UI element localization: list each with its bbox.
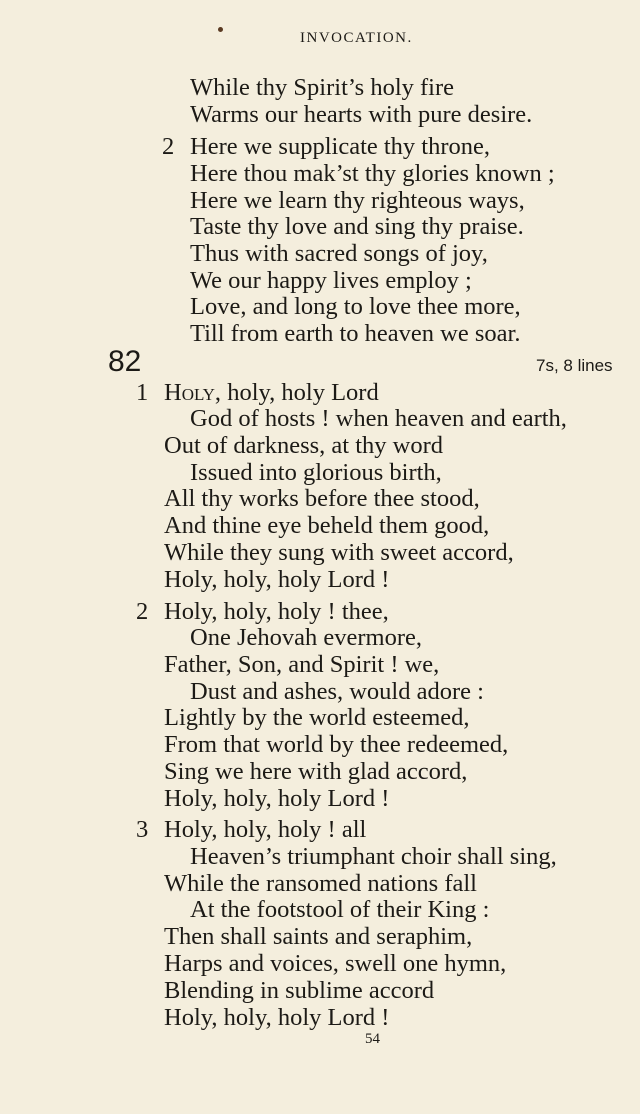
- verse-line: From that world by thee redeemed,: [164, 731, 509, 758]
- verse-line: All thy works before thee stood,: [164, 485, 480, 512]
- verse-line: And thine eye beheld them good,: [164, 512, 490, 539]
- verse-line: We our happy lives employ ;: [190, 267, 472, 294]
- verse-line: Then shall saints and seraphim,: [164, 923, 473, 950]
- first-word-small-caps: Holy,: [164, 379, 222, 406]
- verse-line: Lightly by the world esteemed,: [164, 704, 470, 731]
- verse-line: Out of darkness, at thy word: [164, 432, 443, 459]
- verse-line: Harps and voices, swell one hymn,: [164, 950, 507, 977]
- verse-line: Thus with sacred songs of joy,: [190, 240, 488, 267]
- verse-line: While they sung with sweet accord,: [164, 539, 514, 566]
- verse-number: 3: [136, 816, 149, 843]
- verse-line: Warms our hearts with pure desire.: [190, 101, 533, 128]
- verse-line: At the footstool of their King :: [190, 896, 490, 923]
- verse-line: Sing we here with glad accord,: [164, 758, 468, 785]
- verse-line: Till from earth to heaven we soar.: [190, 320, 521, 347]
- verse-number: 2: [136, 598, 149, 625]
- verse-line: Holy, holy, holy Lord !: [164, 1004, 390, 1031]
- first-line-rest: holy, holy Lord: [221, 379, 379, 406]
- verse-line: Here thou mak’st thy glories known ;: [190, 160, 555, 187]
- verse-first-line: [164, 379, 379, 406]
- verse-line: Blending in sublime accord: [164, 977, 435, 1004]
- verse-line: Love, and long to love thee more,: [190, 293, 521, 320]
- running-header: INVOCATION.: [300, 30, 413, 46]
- verse-line: Holy, holy, holy ! all: [164, 816, 367, 843]
- hymn-number: 82: [108, 345, 142, 378]
- verse-line: Here we supplicate thy throne,: [190, 133, 491, 160]
- verse-line: While the ransomed nations fall: [164, 870, 477, 897]
- page-number: 54: [365, 1031, 380, 1047]
- verse-line: One Jehovah evermore,: [190, 624, 422, 651]
- hymn-meter: 7s, 8 lines: [536, 356, 613, 375]
- verse-line: Issued into glorious birth,: [190, 459, 442, 486]
- verse-line: Here we learn thy righteous ways,: [190, 187, 525, 214]
- verse-line: While thy Spirit’s holy fire: [190, 74, 455, 101]
- ink-speck: [218, 27, 223, 32]
- verse-number: 2: [162, 133, 175, 160]
- verse-line: Father, Son, and Spirit ! we,: [164, 651, 440, 678]
- verse-line: Holy, holy, holy Lord !: [164, 566, 390, 593]
- verse-line: Dust and ashes, would adore :: [190, 678, 484, 705]
- verse-line: God of hosts ! when heaven and earth,: [190, 405, 567, 432]
- verse-line: Taste thy love and sing thy praise.: [190, 213, 524, 240]
- verse-number: 1: [136, 379, 149, 406]
- verse-line: Holy, holy, holy ! thee,: [164, 598, 389, 625]
- verse-line: Holy, holy, holy Lord !: [164, 785, 390, 812]
- verse-line: Heaven’s triumphant choir shall sing,: [190, 843, 557, 870]
